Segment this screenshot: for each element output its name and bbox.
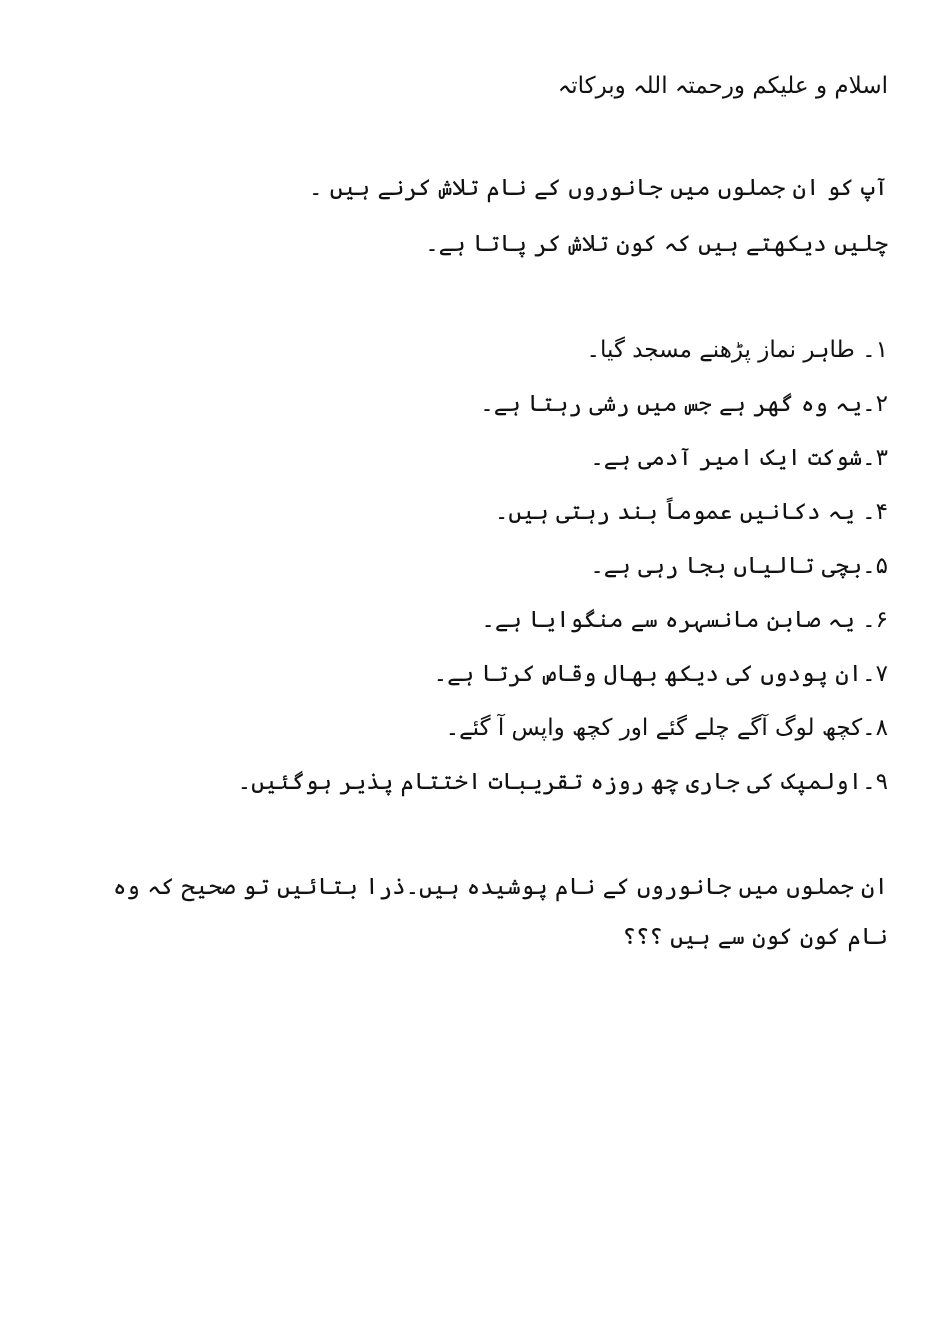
sentence-1: ۱۔ طاہر نماز پڑھنے مسجد گیا۔ [586, 337, 888, 363]
sentence-3: ۳۔شوکت ایک امیر آدمی ہے۔ [590, 445, 888, 471]
sentence-7: ۷۔ان پودوں کی دیکھ بھال وقاص کرتا ہے۔ [433, 661, 888, 687]
closing-question: ان جملوں میں جانوروں کے نام پوشیدہ ہیں۔ذرا بتائیں تو صحیح کہ وہ نام کون کون سے ہیں ؟؟؟ [112, 874, 888, 950]
sentence-2: ۲۔یہ وہ گھر ہے جس میں رشی رہتا ہے۔ [480, 391, 888, 417]
greeting-text: اسلام و علیکم ورحمتہ اللہ وبرکاتہ [557, 73, 888, 99]
sentence-9: ۹۔اولمپک کی جاری چھ روزہ تقریبات اختتام پذیر ہوگئیں۔ [237, 769, 888, 795]
sentence-4: ۴۔ یہ دکانیں عموماً بند رہتی ہیں۔ [494, 499, 888, 525]
sentence-6: ۶۔ یہ صابن مانسہرہ سے منگوایا ہے۔ [481, 607, 888, 633]
intro-line-2: چلیں دیکھتے ہیں کہ کون تلاش کر پاتا ہے۔ [425, 231, 888, 257]
intro-line-1: آپ کو ان جملوں میں جانوروں کے نام تلاش کرنے ہیں ۔ [308, 175, 888, 201]
sentence-5: ۵۔بچی تالیاں بجا رہی ہے۔ [590, 553, 888, 579]
sentence-8: ۸۔کچھ لوگ آگے چلے گئے اور کچھ واپس آ گئے۔ [445, 715, 888, 741]
